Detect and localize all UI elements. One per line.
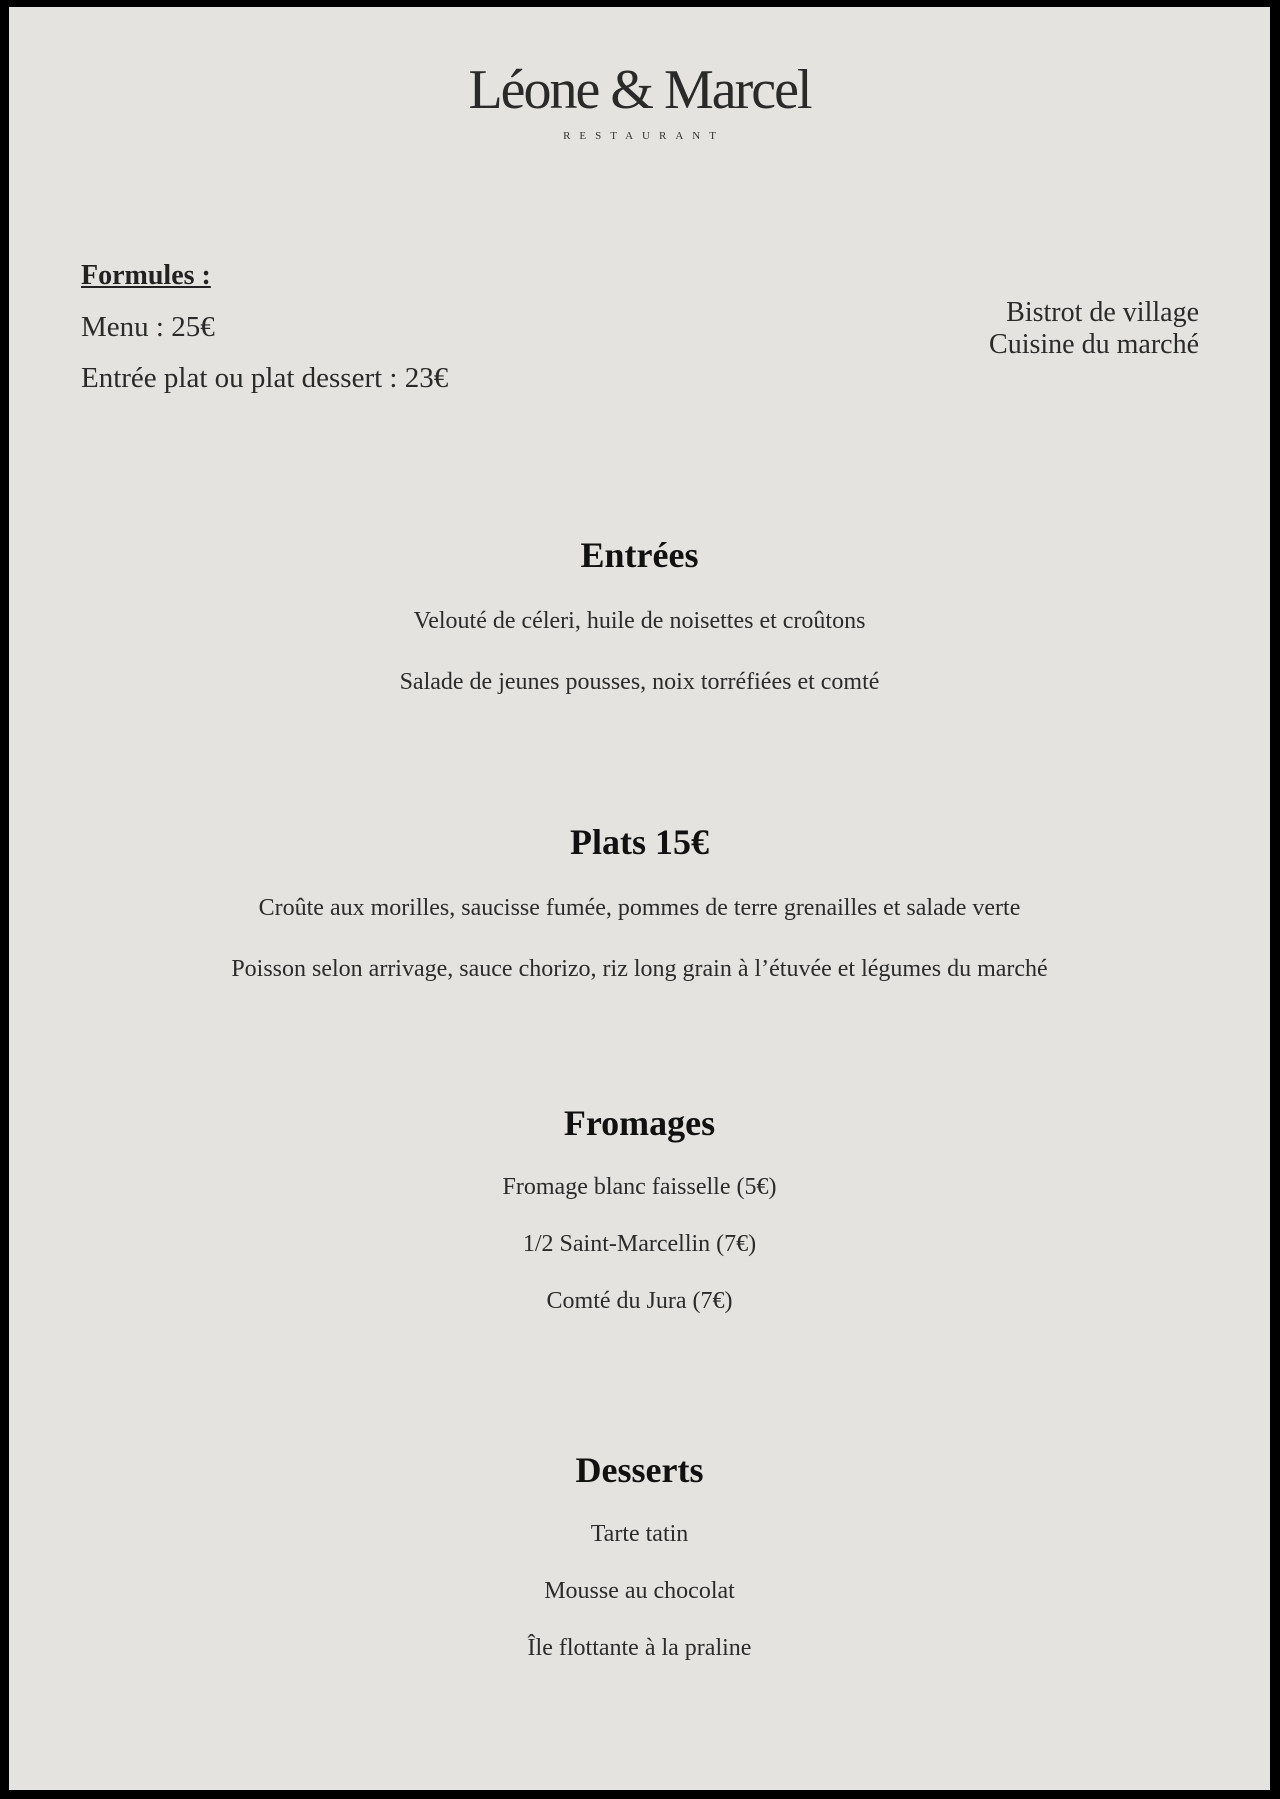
section-title: Desserts [575,1450,704,1490]
formule-menu: Menu : 25€ [81,311,215,343]
section-plats [9,822,1270,1000]
section-title: Entrées [580,535,699,575]
formule-entree-plat: Entrée plat ou plat dessert : 23€ [81,362,449,394]
tagline-line: Cuisine du marché [989,329,1199,360]
menu-item: Tarte tatin [590,1521,689,1547]
restaurant-logo [9,59,1270,142]
menu-item: Fromage blanc faisselle (5€) [502,1174,777,1200]
tagline-block [989,297,1199,361]
restaurant-name: Léone & Marcel [468,59,811,121]
formules-title: Formules : [81,260,211,291]
menu-item: Comté du Jura (7€) [546,1288,733,1314]
menu-item: Île flottante à la praline [527,1635,752,1661]
tagline-line: Bistrot de village [1006,297,1199,328]
restaurant-subtitle: RESTAURANT [563,130,725,142]
formules-block [81,259,448,395]
menu-item: Mousse au chocolat [544,1578,735,1604]
menu-item: 1/2 Saint-Marcellin (7€) [522,1231,757,1257]
section-fromages [9,1103,1270,1330]
menu-item: Croûte aux morilles, saucisse fumée, pommes de terre grenailles et salade verte [258,895,1021,921]
section-title: Plats 15€ [570,822,709,862]
section-entrees [9,535,1270,713]
section-desserts [9,1450,1270,1677]
menu-item: Poisson selon arrivage, sauce chorizo, riz long grain à l’étuvée et légumes du marché [231,956,1048,982]
section-title: Fromages [563,1103,716,1143]
menu-item: Salade de jeunes pousses, noix torréfiées et comté [399,669,880,695]
menu-page [9,7,1270,1790]
menu-item: Velouté de céleri, huile de noisettes et croûtons [413,608,866,634]
